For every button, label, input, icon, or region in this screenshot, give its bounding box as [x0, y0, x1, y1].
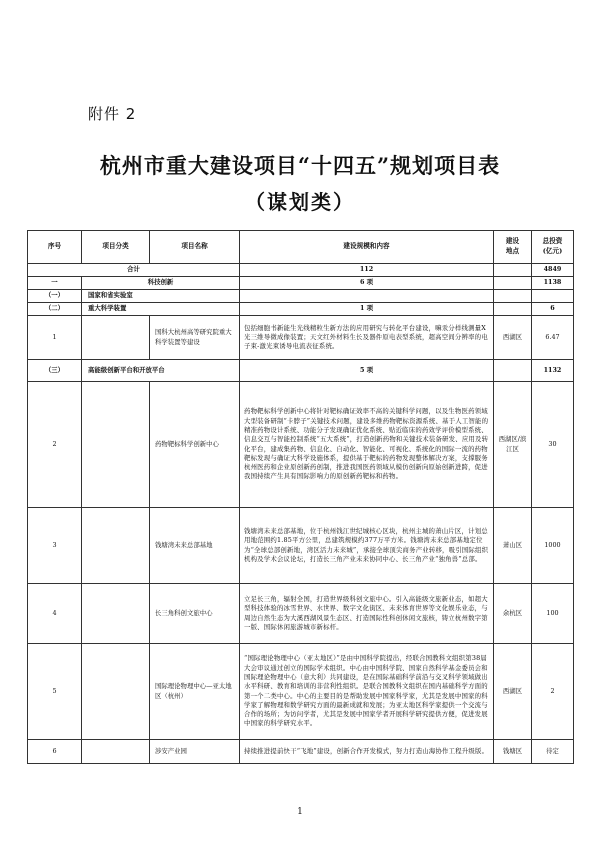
table-header-row — [28, 231, 574, 264]
table-row — [28, 316, 574, 360]
total-investment: 4849 — [532, 264, 574, 277]
total-label: 合计 — [28, 264, 240, 277]
table-row — [28, 382, 574, 508]
row-content: 钱塘湾未来总部基地，位于杭州钱江世纪城核心区块，杭州主城的萧山片区，计划总用地范围约1.85平方公里，总建筑规模约377万平方米。钱塘湾未来总部基地定位为“全球总部创新地，湾区活力未来城”，承接全球顶尖商务产业转移，吸引国际组织机构及学术会议论坛，打造长三角产业未来协同中心、长三角产业“独角兽”总部。 — [240, 508, 494, 584]
row-no: 4 — [28, 584, 82, 644]
subsection-investment: 1132 — [532, 360, 574, 382]
table-row — [28, 584, 574, 644]
row-name: 药物靶标科学创新中心 — [150, 382, 240, 508]
header-name: 项目名称 — [150, 231, 240, 264]
row-location: 西湖区/滨江区 — [494, 382, 532, 508]
row-location: 钱塘区 — [494, 740, 532, 764]
row-investment: 2 — [532, 644, 574, 740]
row-name: 长三角科创文旅中心 — [150, 584, 240, 644]
subsection-no: （二） — [28, 303, 82, 316]
subsection-row — [28, 303, 574, 316]
subsection-row — [28, 360, 574, 382]
row-no: 3 — [28, 508, 82, 584]
row-investment: 1000 — [532, 508, 574, 584]
row-investment: 待定 — [532, 740, 574, 764]
row-investment: 100 — [532, 584, 574, 644]
subsection-count: 5 项 — [240, 360, 494, 382]
header-category: 项目分类 — [82, 231, 150, 264]
total-row — [28, 264, 574, 277]
total-count: 112 — [240, 264, 494, 277]
row-no: 5 — [28, 644, 82, 740]
row-content: 药物靶标科学创新中心将针对靶标确证效率不高的关键科学问题，以及生物医药领域大型装备研制“卡脖子”关键技术问题，建设多维药物靶标资源系统、基于人工智能的精准药物设计系统、功能分子发现确证优化系统、贴近临床的药效学评价模型系统、信息交互与智能控制系统“五大系统”，打造创新药物和关键技术装备研发、应用及转化平台，建成集药物、信息化、自动化、智能化、可视化、系统化的国际一流的药物靶标发现与确证大科学设施体系，提供基于靶标的药物发现整体解决方案，支撑服务杭州医药和企业原创新药创制，推进我国医药领域从模仿创新向原始创新进跨，促进我国持续产生具有国际影响力的原创新药靶标和药物。 — [240, 382, 494, 508]
row-content: 持续推进提前快干“飞地”建设，创新合作开发模式，努力打造山海协作工程升级版。 — [240, 740, 494, 764]
subsection-category: 国家和省实验室 — [82, 290, 240, 303]
row-investment: 6.47 — [532, 316, 574, 360]
page-number: 1 — [297, 807, 303, 817]
row-content: “国际理论物理中心（亚太地区）”是由中国科学院提出，经联合国教科文组织第38届大会审议通过创立的国际学术组织。中心由中国科学院、国家自然科学基金委员会和国际理论物理中心（意大利）共同建设，是在国际基础科学前沿与交叉科学领域做出水平科研、教育和培训的非营利性组织。是联合国教科文组织在国内基础科学方面的第一个二类中心。中心的主要目的是帮助发展中国家科学家，尤其是发展中国家的科学家了解物理和数学研究方面的最新成就和发展；为亚太地区科学家提供一个交流与合作的场所；为访问学者，尤其是发展中国家学者开展科学研究提供方便，促进发展中国家的科学研究水平。 — [240, 644, 494, 740]
section-row — [28, 277, 574, 290]
row-location: 西湖区 — [494, 644, 532, 740]
row-name: 涉安产业园 — [150, 740, 240, 764]
row-name: 国科大杭州高等研究院重大科学装置等建设 — [150, 316, 240, 360]
row-location: 余杭区 — [494, 584, 532, 644]
section-category: 科技创新 — [82, 277, 240, 290]
table-row — [28, 508, 574, 584]
row-content: 立足长三角，辐射全国，打造世界级科创文旅中心。引入高能级文旅新业态，如超大型科技体验的冰雪世界、水世界、数字文化街区、未来体育世界等文化娱乐业态，与周边自然生态为大溪西湖风景生态区、打造国际性科创休闲文旅核，铸立杭州数字第一版、国际休闲旅游城市新标杆。 — [240, 584, 494, 644]
document-subtitle: （谋划类） — [245, 190, 355, 214]
row-no: 6 — [28, 740, 82, 764]
table-row — [28, 740, 574, 764]
header-no: 序号 — [28, 231, 82, 264]
header-location: 建设 地点 — [494, 231, 532, 264]
header-content: 建设规模和内容 — [240, 231, 494, 264]
row-name: 钱塘湾未来总部基地 — [150, 508, 240, 584]
subsection-no: （三） — [28, 360, 82, 382]
attachment-label: 附件 2 — [88, 105, 137, 123]
subsection-no: （一） — [28, 290, 82, 303]
document-title: 杭州市重大建设项目“十四五”规划项目表 — [99, 153, 501, 178]
project-table — [27, 230, 574, 764]
header-investment: 总投资 (亿元) — [532, 231, 574, 264]
subsection-category: 高能级创新平台和开放平台 — [82, 360, 240, 382]
subsection-row — [28, 290, 574, 303]
subsection-investment: 6 — [532, 303, 574, 316]
section-no: 一 — [28, 277, 82, 290]
row-investment: 30 — [532, 382, 574, 508]
subsection-count: 1 项 — [240, 303, 494, 316]
row-content: 包括细胞书新能生光线精粒生新方法的应用研究与转化平台建设，嘛汞分样线测量X光三维导微成像装置；天文红外材料生长及器件原电表型系统，超高空间分辨率的电子束-激光束诱导电流表征系统。 — [240, 316, 494, 360]
row-name: 国际理论物理中心—亚太地区（杭州） — [150, 644, 240, 740]
row-no: 1 — [28, 316, 82, 360]
row-location: 萧山区 — [494, 508, 532, 584]
table-row — [28, 644, 574, 740]
subsection-category: 重大科学装置 — [82, 303, 240, 316]
section-count: 6 项 — [240, 277, 494, 290]
row-location: 西湖区 — [494, 316, 532, 360]
section-investment: 1138 — [532, 277, 574, 290]
row-no: 2 — [28, 382, 82, 508]
